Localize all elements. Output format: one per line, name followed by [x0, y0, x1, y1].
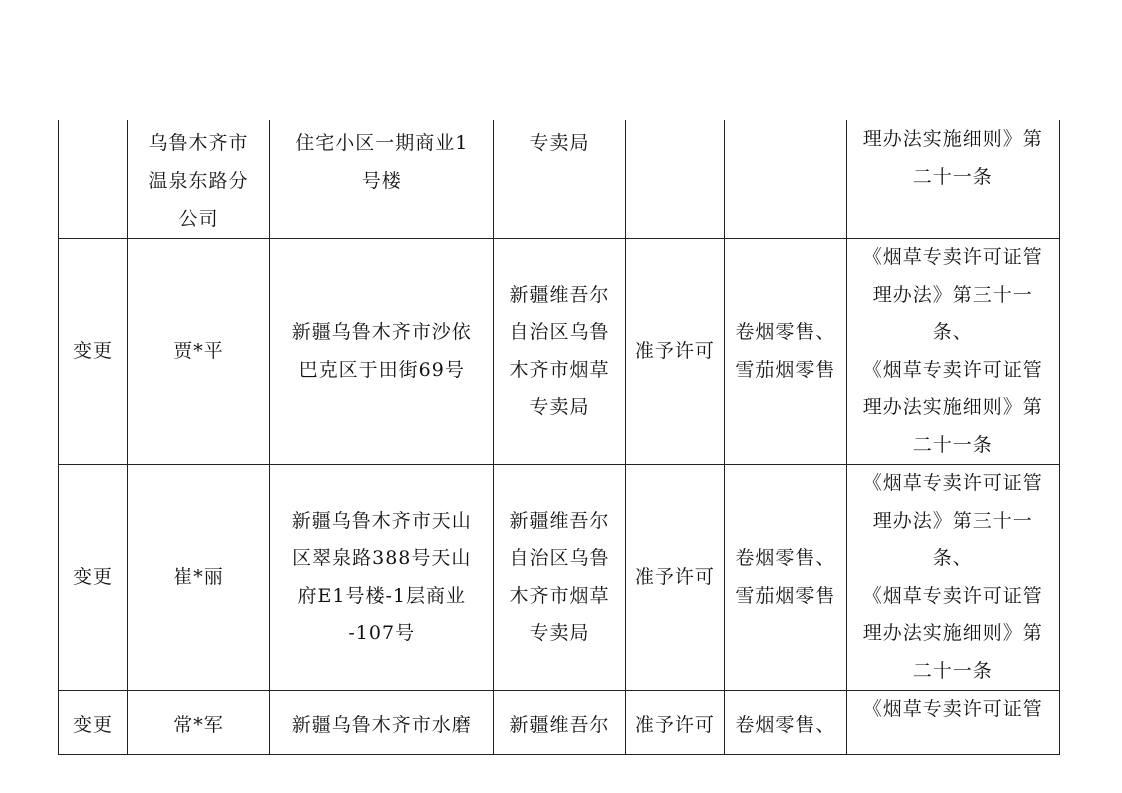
business-address-cell: 住宅小区一期商业1 号楼: [270, 120, 494, 239]
license-scope-cell: 卷烟零售、 雪茄烟零售: [725, 239, 846, 465]
applicant-name-cell: 贾*平: [127, 239, 269, 465]
license-scope-cell: [725, 120, 846, 239]
issuing-authority-cell: 专卖局: [494, 120, 625, 239]
change-type-cell: 变更: [59, 691, 128, 755]
legal-basis-cell: 《烟草专卖许可证管: [846, 691, 1059, 755]
legal-basis-cell: 《烟草专卖许可证管 理办法》第三十一条、 《烟草专卖许可证管 理办法实施细则》第 二十一条: [846, 465, 1059, 691]
business-address-cell: 新疆乌鲁木齐市水磨: [270, 691, 494, 755]
table-row: [59, 691, 1060, 755]
change-type-cell: 变更: [59, 465, 128, 691]
change-type-cell: 变更: [59, 239, 128, 465]
decision-result-cell: 准予许可: [625, 239, 725, 465]
legal-basis-cell: 理办法实施细则》第 二十一条: [846, 120, 1059, 239]
issuing-authority-cell: 新疆维吾尔 自治区乌鲁 木齐市烟草 专卖局: [494, 465, 625, 691]
decision-result-cell: [625, 120, 725, 239]
applicant-name-cell: 乌鲁木齐市 温泉东路分 公司: [127, 120, 269, 239]
issuing-authority-cell: 新疆维吾尔 自治区乌鲁 木齐市烟草 专卖局: [494, 239, 625, 465]
license-change-table: [58, 120, 1060, 755]
applicant-name-cell: 常*军: [127, 691, 269, 755]
legal-basis-cell: 《烟草专卖许可证管 理办法》第三十一条、 《烟草专卖许可证管 理办法实施细则》第 二十一条: [846, 239, 1059, 465]
table-row: [59, 465, 1060, 691]
license-scope-cell: 卷烟零售、 雪茄烟零售: [725, 465, 846, 691]
decision-result-cell: 准予许可: [625, 691, 725, 755]
decision-result-cell: 准予许可: [625, 465, 725, 691]
table-row: [59, 239, 1060, 465]
business-address-cell: 新疆乌鲁木齐市沙依 巴克区于田街69号: [270, 239, 494, 465]
license-scope-cell: 卷烟零售、: [725, 691, 846, 755]
business-address-cell: 新疆乌鲁木齐市天山 区翠泉路388号天山 府E1号楼-1层商业 -107号: [270, 465, 494, 691]
issuing-authority-cell: 新疆维吾尔: [494, 691, 625, 755]
applicant-name-cell: 崔*丽: [127, 465, 269, 691]
table-row: [59, 120, 1060, 239]
change-type-cell: [59, 120, 128, 239]
